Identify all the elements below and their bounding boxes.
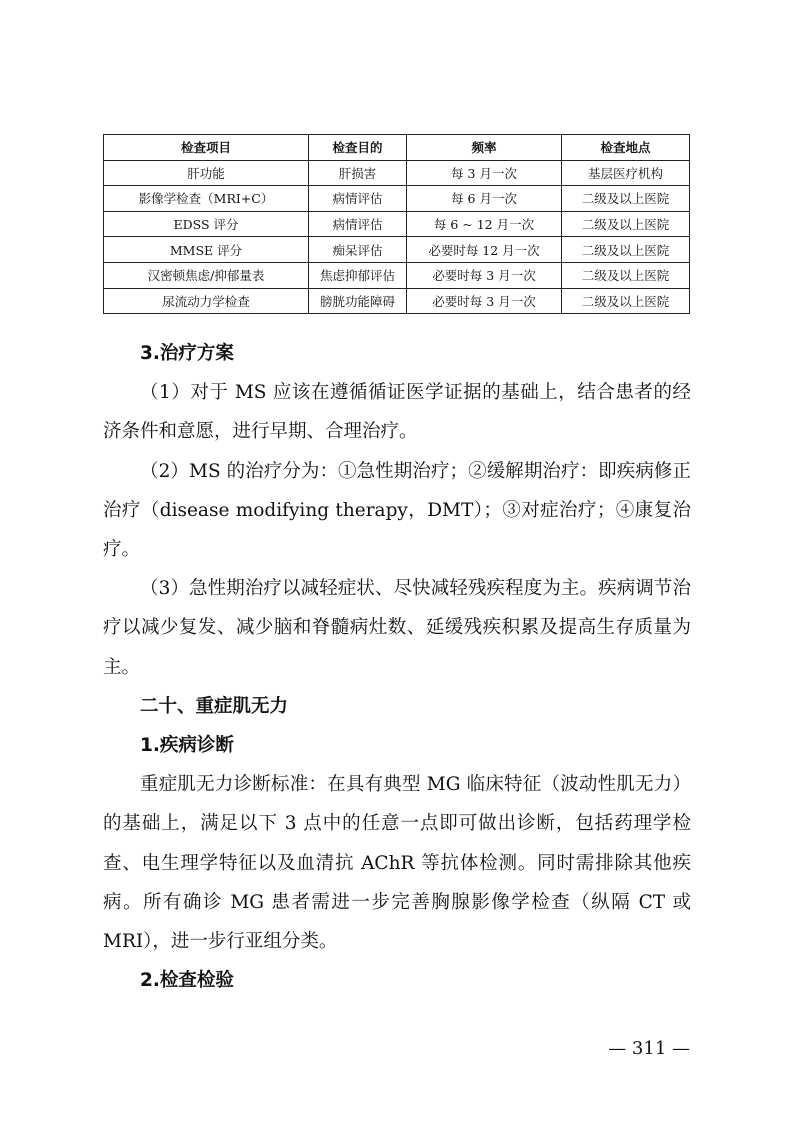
table-cell: 二级及以上医院 [562, 211, 690, 237]
paragraph-ms-treatment-types: （2）MS 的治疗分为：①急性期治疗；②缓解期治疗：即疾病修正治疗（disease modifying therapy，DMT）；③对症治疗；④康复治疗。 [103, 460, 691, 561]
table-cell: 必要时每 3 月一次 [407, 288, 562, 314]
table-cell: 必要时每 12 月一次 [407, 237, 562, 263]
paragraph-ms-acute-treatment: （3）急性期治疗以减轻症状、尽快减轻残疾程度为主。疾病调节治疗以减少复发、减少脑和脊髓病灶数、延缓残疾积累及提高生存质量为主。 [103, 578, 691, 678]
paragraph-ms-principle: （1）对于 MS 应该在遵循循证医学证据的基础上，结合患者的经济条件和意愿，进行早期、合理治疗。 [103, 382, 691, 443]
table-cell: 必要时每 3 月一次 [407, 262, 562, 288]
column-header-item: 检查项目 [104, 135, 309, 161]
table-cell: 基层医疗机构 [562, 160, 690, 186]
treatment-heading: 3.治疗方案 [140, 343, 234, 364]
table-cell: MMSE 评分 [104, 237, 309, 263]
table-cell: 二级及以上医院 [562, 237, 690, 263]
table-cell: 每 6 ~ 12 月一次 [407, 211, 562, 237]
column-header-frequency: 频率 [407, 135, 562, 161]
column-header-location: 检查地点 [562, 135, 690, 161]
table-cell: 二级及以上医院 [562, 186, 690, 212]
table-cell: 焦虑抑郁评估 [309, 262, 407, 288]
column-header-purpose: 检查目的 [309, 135, 407, 161]
table-cell: 病情评估 [309, 186, 407, 212]
table-row [104, 211, 690, 237]
table-row [104, 288, 690, 314]
table-cell: 汉密顿焦虑/抑郁量表 [104, 262, 309, 288]
diagnosis-heading: 1.疾病诊断 [140, 735, 234, 757]
table-cell: 二级及以上医院 [562, 262, 690, 288]
table-cell: 每 6 月一次 [407, 186, 562, 212]
table-row [104, 262, 690, 288]
table-cell: 病情评估 [309, 211, 407, 237]
table-cell: 膀胱功能障碍 [309, 288, 407, 314]
table-cell: 痴呆评估 [309, 237, 407, 263]
document-body [103, 334, 691, 1000]
table-row [104, 237, 690, 263]
table-cell: 肝损害 [309, 160, 407, 186]
table-cell: 二级及以上医院 [562, 288, 690, 314]
table-cell: EDSS 评分 [104, 211, 309, 237]
table-row [104, 186, 690, 212]
exam-heading: 2.检查检验 [140, 970, 234, 992]
table-cell: 每 3 月一次 [407, 160, 562, 186]
paragraph-mg-diagnosis: 重症肌无力诊断标准：在具有典型 MG 临床特征（波动性肌无力）的基础上，满足以下 3 点中的任意一点即可做出诊断，包括药理学检查、电生理学特征以及血清抗 AChR 等抗体检测。同时需排除其他疾病。所有确诊 MG 患者需进一步完善胸腺影像学检查（纵隔 CT 或 MRI），进一步行亚组分类。 [103, 774, 691, 953]
page-number: — 311 — [608, 1038, 690, 1059]
table-cell: 尿流动力学检查 [104, 288, 309, 314]
table-cell: 影像学检查（MRI+C） [104, 186, 309, 212]
table-row [104, 160, 690, 186]
exam-schedule-table [103, 134, 690, 314]
table-cell: 肝功能 [104, 160, 309, 186]
exam-table-container [103, 134, 689, 314]
table-header-row [104, 135, 690, 161]
section-title-myasthenia: 二十、重症肌无力 [140, 695, 289, 717]
